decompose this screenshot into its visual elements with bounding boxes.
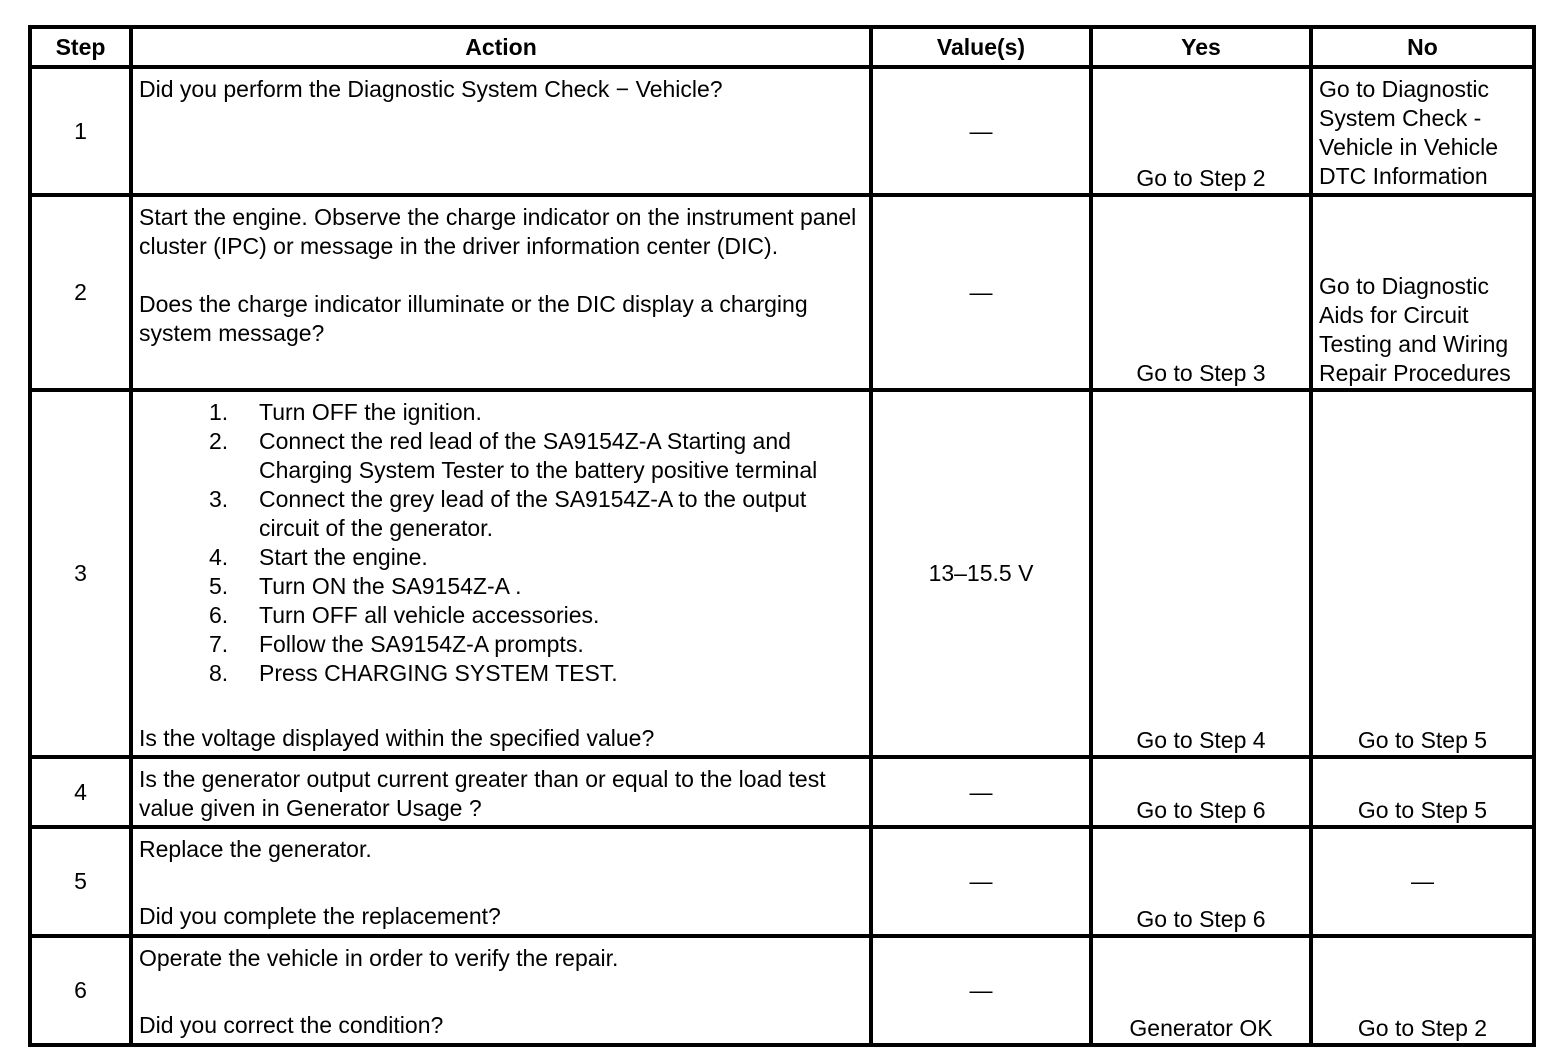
action-cell [131, 827, 871, 936]
header-no: No [1311, 27, 1534, 67]
action-question: Did you complete the replacement? [139, 903, 501, 929]
step-number: 3 [30, 390, 131, 757]
table-row [30, 757, 1534, 827]
procedure-list [139, 398, 863, 688]
action-text: Did you perform the Diagnostic System Check − Vehicle? [139, 76, 723, 102]
action-cell [131, 67, 871, 195]
step-number: 4 [30, 757, 131, 827]
value-cell: — [871, 67, 1091, 195]
list-item: 1. Turn OFF the ignition. [209, 399, 482, 425]
yes-link[interactable]: Go to Step 3 [1091, 195, 1311, 390]
no-link[interactable]: Go to Diagnostic Aids for Circuit Testing and Wiring Repair Procedures [1311, 195, 1534, 390]
action-question: Did you correct the condition? [139, 1012, 444, 1038]
table-row [30, 827, 1534, 936]
action-question: Is the voltage displayed within the specified value? [139, 725, 655, 751]
no-value: — [1311, 827, 1534, 936]
action-text: Operate the vehicle in order to verify the repair. [139, 945, 619, 971]
list-item: 2. Connect the red lead of the SA9154Z-A Starting and Charging System Tester to the battery positive terminal [209, 428, 818, 483]
yes-link[interactable]: Go to Step 4 [1091, 390, 1311, 757]
no-link[interactable]: Go to Step 5 [1311, 390, 1534, 757]
value-cell: — [871, 936, 1091, 1045]
yes-link[interactable]: Go to Step 6 [1091, 757, 1311, 827]
no-link[interactable]: Go to Diagnostic System Check - Vehicle in Vehicle DTC Information [1311, 67, 1534, 195]
yes-link[interactable]: Generator OK [1091, 936, 1311, 1045]
action-cell [131, 195, 871, 390]
table-row [30, 195, 1534, 390]
action-text: Replace the generator. [139, 836, 372, 862]
action-cell [131, 757, 871, 827]
step-number: 2 [30, 195, 131, 390]
list-item: 7. Follow the SA9154Z-A prompts. [209, 631, 584, 657]
value-cell: — [871, 757, 1091, 827]
yes-link[interactable]: Go to Step 6 [1091, 827, 1311, 936]
header-values: Value(s) [871, 27, 1091, 67]
header-step: Step [30, 27, 131, 67]
header-yes: Yes [1091, 27, 1311, 67]
list-item: 5. Turn ON the SA9154Z-A . [209, 573, 522, 599]
value-cell: — [871, 827, 1091, 936]
table-row [30, 390, 1534, 757]
list-item: 8. Press CHARGING SYSTEM TEST. [209, 660, 618, 686]
action-cell [131, 936, 871, 1045]
yes-link[interactable]: Go to Step 2 [1091, 67, 1311, 195]
value-cell: — [871, 195, 1091, 390]
list-item: 3. Connect the grey lead of the SA9154Z-A to the output circuit of the generator. [209, 486, 807, 541]
value-cell: 13–15.5 V [871, 390, 1091, 757]
diagnostic-table [28, 25, 1536, 1047]
step-number: 1 [30, 67, 131, 195]
action-question: Does the charge indicator illuminate or the DIC display a charging system message? [139, 291, 808, 346]
header-row [30, 27, 1534, 67]
no-link[interactable]: Go to Step 2 [1311, 936, 1534, 1045]
list-item: 6. Turn OFF all vehicle accessories. [209, 602, 600, 628]
action-text: Start the engine. Observe the charge indicator on the instrument panel cluster (IPC) or message in the driver information center (DIC). [139, 204, 857, 259]
action-text: Is the generator output current greater than or equal to the load test value given in Generator Usage ? [139, 766, 826, 821]
list-item: 4. Start the engine. [209, 544, 428, 570]
table-row [30, 67, 1534, 195]
step-number: 5 [30, 827, 131, 936]
header-action: Action [131, 27, 871, 67]
action-cell [131, 390, 871, 757]
no-link[interactable]: Go to Step 5 [1311, 757, 1534, 827]
table-row [30, 936, 1534, 1045]
step-number: 6 [30, 936, 131, 1045]
